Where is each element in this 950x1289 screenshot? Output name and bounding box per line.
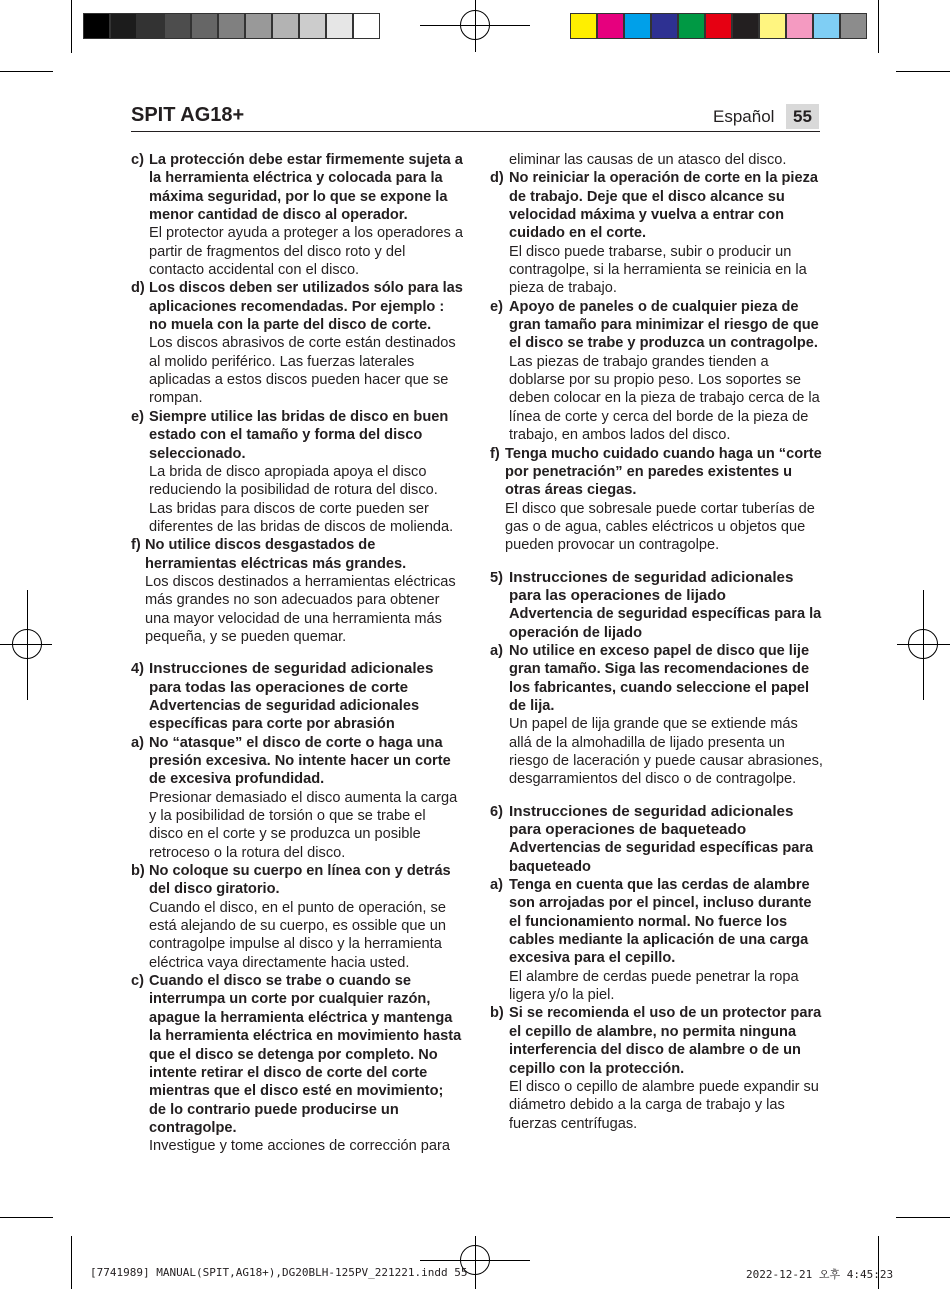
list-item — [131, 408, 463, 536]
list-item — [131, 151, 463, 279]
color-swatch — [678, 13, 705, 39]
item-explanation: La brida de disco apropiada apoya el disco reduciendo la posibilidad de rotura del disco. Las bridas para discos de corte pueden ser diferentes de las bridas de discos de molienda. — [149, 463, 454, 535]
color-swatch — [570, 13, 597, 39]
color-swatch — [813, 13, 840, 39]
section-heading: Instrucciones de seguridad adicionales para todas las operaciones de corte — [149, 660, 434, 696]
item-instruction: No reiniciar la operación de corte en la pieza de trabajo. Deje que el disco alcance su velocidad máxima y vuelva a entrar con cuidado en el corte. — [509, 170, 819, 242]
section-6 — [490, 803, 824, 876]
gray-swatch — [191, 13, 218, 39]
item-label: b) — [490, 1005, 504, 1022]
item-instruction: Los discos deben ser utilizados sólo para las aplicaciones recomendadas. Por ejemplo : no muela con la parte del disco de corte. — [149, 280, 463, 334]
item-explanation: Las piezas de trabajo grandes tienden a doblarse por su propio peso. Los soportes se deben colocar en la pieza de trabajo cerca de la línea de corte y cerca del borde de la pieza de trabajo, en ambos lados del disco. — [509, 353, 820, 444]
item-label: e) — [490, 298, 503, 315]
item-instruction: No utilice discos desgastados de herramientas eléctricas más grandes. — [145, 537, 407, 572]
item-instruction: Cuando el disco se trabe o cuando se interrumpa un corte por cualquier razón, apague la herramienta eléctrica y mantenga la herramienta eléctrica en movimiento hasta que el disco se detenga por completo. No intente retirar el disco de corte del corte mientras que el disco esté en movimiento; de lo contrario puede producirse un contragolpe. — [149, 973, 462, 1136]
item-label: f) — [490, 445, 500, 462]
gray-swatch — [137, 13, 164, 39]
item-explanation: El alambre de cerdas puede penetrar la ropa ligera y/o la piel. — [509, 968, 799, 1004]
gray-swatch — [83, 13, 110, 39]
section-5 — [490, 569, 824, 642]
item-explanation: Cuando el disco, en el punto de operación, se está alejando de su cuerpo, es ossible que un contragolpe impulse al disco y la herramienta eléctrica vaya directamente hacia usted. — [149, 899, 446, 971]
list-item — [131, 734, 463, 862]
section-number: 4) — [131, 661, 144, 678]
item-explanation: Los discos destinados a herramientas eléctricas más grandes no son adecuados para obtener una mayor velocidad de una herramienta más pequeña, y se pueden quemar. — [145, 573, 456, 645]
section-subheading: Advertencia de seguridad específicas para la operación de lijado — [509, 606, 822, 641]
color-swatch — [786, 13, 813, 39]
section-heading: Instrucciones de seguridad adicionales para operaciones de baqueteado — [509, 802, 794, 839]
continued-text: eliminar las causas de un atasco del disco. — [509, 152, 787, 168]
item-explanation: El disco puede trabarse, subir o producir un contragolpe, si la herramienta se reinicia en la pieza de trabajo. — [509, 243, 807, 297]
section-subheading: Advertencias de seguridad adicionales específicas para corte por abrasión — [149, 697, 420, 733]
item-explanation: Investigue y tome acciones de corrección para — [149, 1138, 450, 1155]
item-label: c) — [131, 152, 144, 168]
page-number: 55 — [786, 104, 819, 129]
item-label: d) — [131, 280, 145, 297]
document-title: SPIT AG18+ — [131, 104, 245, 126]
item-explanation: Presionar demasiado el disco aumenta la carga y la posibilidad de torsión o que se trabe el disco en el corte y se produzca un posible retroceso o la rotura del disco. — [149, 789, 458, 861]
item-instruction: No coloque su cuerpo en línea con y detrás del disco giratorio. — [149, 863, 451, 898]
item-label: d) — [490, 170, 504, 187]
color-swatch — [705, 13, 732, 39]
section-4 — [131, 660, 463, 733]
item-label: c) — [131, 973, 144, 990]
section-subheading: Advertencias de seguridad específicas para baqueteado — [509, 840, 814, 875]
color-swatch — [840, 13, 867, 39]
color-swatch — [651, 13, 678, 39]
item-instruction: Apoyo de paneles o de cualquier pieza de gran tamaño para minimizar el riesgo de que el disco se trabe y produzca un contragolpe. — [509, 298, 819, 352]
language-label: Español — [713, 107, 775, 126]
item-explanation: El protector ayuda a proteger a los operadores a partir de fragmentos del disco roto y del contacto accidental con el disco. — [149, 225, 463, 279]
gray-swatch — [353, 13, 380, 39]
list-item — [131, 279, 463, 407]
item-label: e) — [131, 408, 144, 425]
list-item — [490, 1004, 824, 1132]
item-explanation: Un papel de lija grande que se extiende más allá de la almohadilla de lijado presenta un riesgo de laceración y puede causar abrasiones, desgarramientos del disco o de contragolpe. — [509, 716, 823, 788]
item-instruction: Si se recomienda el uso de un protector para el cepillo de alambre, no permita ninguna interferencia del disco de alambre o de un cepillo con la protección. — [509, 1005, 822, 1077]
item-label: b) — [131, 863, 145, 880]
footer-file-info: [7741989] MANUAL(SPIT,AG18+),DG20BLH-125PV_221221.indd 55 — [90, 1266, 468, 1279]
right-column — [490, 151, 824, 1133]
list-item — [131, 972, 463, 1155]
section-heading: Instrucciones de seguridad adicionales para las operaciones de lijado — [509, 568, 794, 604]
item-instruction: Siempre utilice las bridas de disco en buen estado con el tamaño y forma del disco seleccionado. — [149, 408, 449, 462]
section-number: 6) — [490, 803, 503, 820]
item-label: a) — [490, 877, 503, 894]
list-item — [490, 445, 824, 555]
header-rule — [131, 131, 820, 132]
item-explanation: El disco o cepillo de alambre puede expandir su diámetro debido a la carga de trabajo y las fuerzas centrífugas. — [509, 1078, 819, 1132]
gray-swatch — [299, 13, 326, 39]
item-instruction: Tenga en cuenta que las cerdas de alambre son arrojadas por el pincel, incluso durante el funcionamiento normal. No fuerce los cables mediante la aplicación de una carga excesiva para el cepillo. — [509, 877, 812, 967]
left-column — [131, 151, 463, 1156]
gray-swatch — [272, 13, 299, 39]
list-item — [490, 169, 824, 297]
color-swatch — [624, 13, 651, 39]
item-instruction: Tenga mucho cuidado cuando haga un “corte por penetración” en paredes existentes u otras áreas ciegas. — [505, 445, 822, 499]
list-item — [490, 298, 824, 445]
item-instruction: La protección debe estar firmemente sujeta a la herramienta eléctrica y colocada para la máxima seguridad, por lo que se expone la menor cantidad de disco al operador. — [149, 152, 463, 224]
item-label: a) — [131, 734, 144, 751]
footer-timestamp: 2022-12-21 오후 4:45:23 — [746, 1268, 894, 1281]
item-instruction: No “atasque” el disco de corte o haga una presión excesiva. No intente hacer un corte de excesiva profundidad. — [149, 734, 451, 788]
color-swatch — [597, 13, 624, 39]
item-explanation: El disco que sobresale puede cortar tuberías de gas o de agua, cables eléctricos u objetos que pueden provocar un contragolpe. — [505, 500, 815, 554]
gray-swatch — [164, 13, 191, 39]
gray-swatch — [218, 13, 245, 39]
list-item — [131, 536, 463, 646]
list-item — [490, 876, 824, 1004]
gray-swatch — [110, 13, 137, 39]
item-label: a) — [490, 642, 503, 659]
color-swatch — [732, 13, 759, 39]
item-explanation: Los discos abrasivos de corte están destinados al molido periférico. Las fuerzas laterales aplicadas a estos discos pueden hacer que se rompan. — [149, 335, 456, 407]
color-swatch — [759, 13, 786, 39]
item-label: f) — [131, 537, 141, 554]
list-item — [490, 642, 824, 789]
gray-swatch — [245, 13, 272, 39]
gray-swatch — [326, 13, 353, 39]
section-number: 5) — [490, 569, 503, 586]
item-instruction: No utilice en exceso papel de disco que lije gran tamaño. Siga las recomendaciones de los fabricantes, cuando seleccione el papel de lija. — [509, 642, 810, 714]
list-item — [131, 862, 463, 972]
